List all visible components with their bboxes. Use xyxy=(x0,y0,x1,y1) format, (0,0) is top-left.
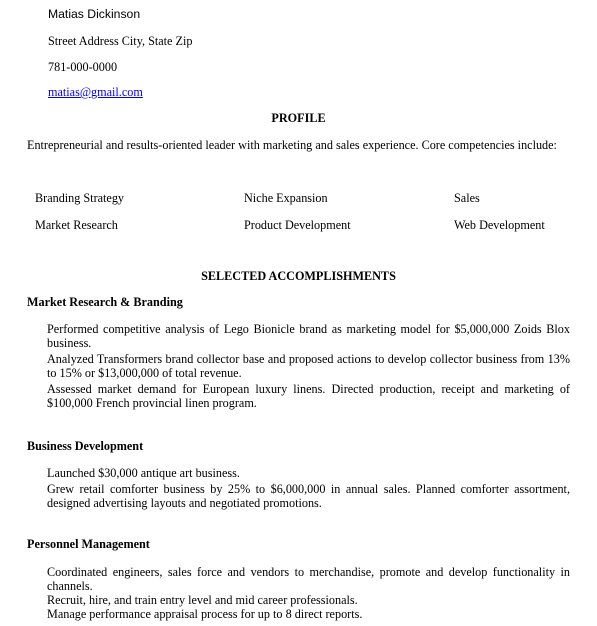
business-development-list xyxy=(47,466,570,512)
contact-email-link[interactable]: matias@gmail.com xyxy=(48,85,143,99)
competency-web-development: Web Development xyxy=(454,218,545,232)
section-title-market-research-branding: Market Research & Branding xyxy=(27,295,183,309)
competency-sales: Sales xyxy=(454,191,480,205)
competency-niche-expansion: Niche Expansion xyxy=(244,191,328,205)
market-research-branding-list xyxy=(47,322,570,412)
competency-market-research: Market Research xyxy=(35,218,118,232)
competency-product-development: Product Development xyxy=(244,218,351,232)
list-item: Launched $30,000 antique art business. xyxy=(47,466,240,480)
profile-summary: Entrepreneurial and results-oriented leader with marketing and sales experience. Core competencies include: xyxy=(27,138,557,152)
list-item: Analyzed Transformers brand collector base and proposed actions to develop collector business from 13% to 15% or $13,000,000 of total revenue. xyxy=(47,352,570,380)
competency-branding-strategy: Branding Strategy xyxy=(35,191,125,205)
list-item: Manage performance appraisal process for up to 8 direct reports. xyxy=(47,607,363,621)
section-title-business-development: Business Development xyxy=(27,439,144,453)
contact-street-address: Street Address City, State Zip xyxy=(48,34,193,48)
list-item: Assessed market demand for European luxury linens. Directed production, receipt and marketing of $100,000 French provincial linen program. xyxy=(47,382,570,410)
list-item: Grew retail comforter business by 25% to $6,000,000 in annual sales. Planned comforter assortment, designed advertising layouts and negotiated promotions. xyxy=(47,482,570,510)
personnel-management-list xyxy=(47,565,570,621)
contact-name: Matias Dickinson xyxy=(48,7,141,21)
list-item: Performed competitive analysis of Lego Bionicle brand as marketing model for $5,000,000 Zoids Blox business. xyxy=(47,322,570,350)
accomplishments-heading: SELECTED ACCOMPLISHMENTS xyxy=(201,269,396,283)
list-item: Coordinated engineers, sales force and vendors to merchandise, promote and develop functionality in channels. xyxy=(47,565,570,593)
list-item: Recruit, hire, and train entry level and mid career professionals. xyxy=(47,593,358,607)
section-title-personnel-management: Personnel Management xyxy=(27,537,150,551)
profile-heading: PROFILE xyxy=(271,111,326,125)
contact-phone: 781-000-0000 xyxy=(48,60,118,74)
